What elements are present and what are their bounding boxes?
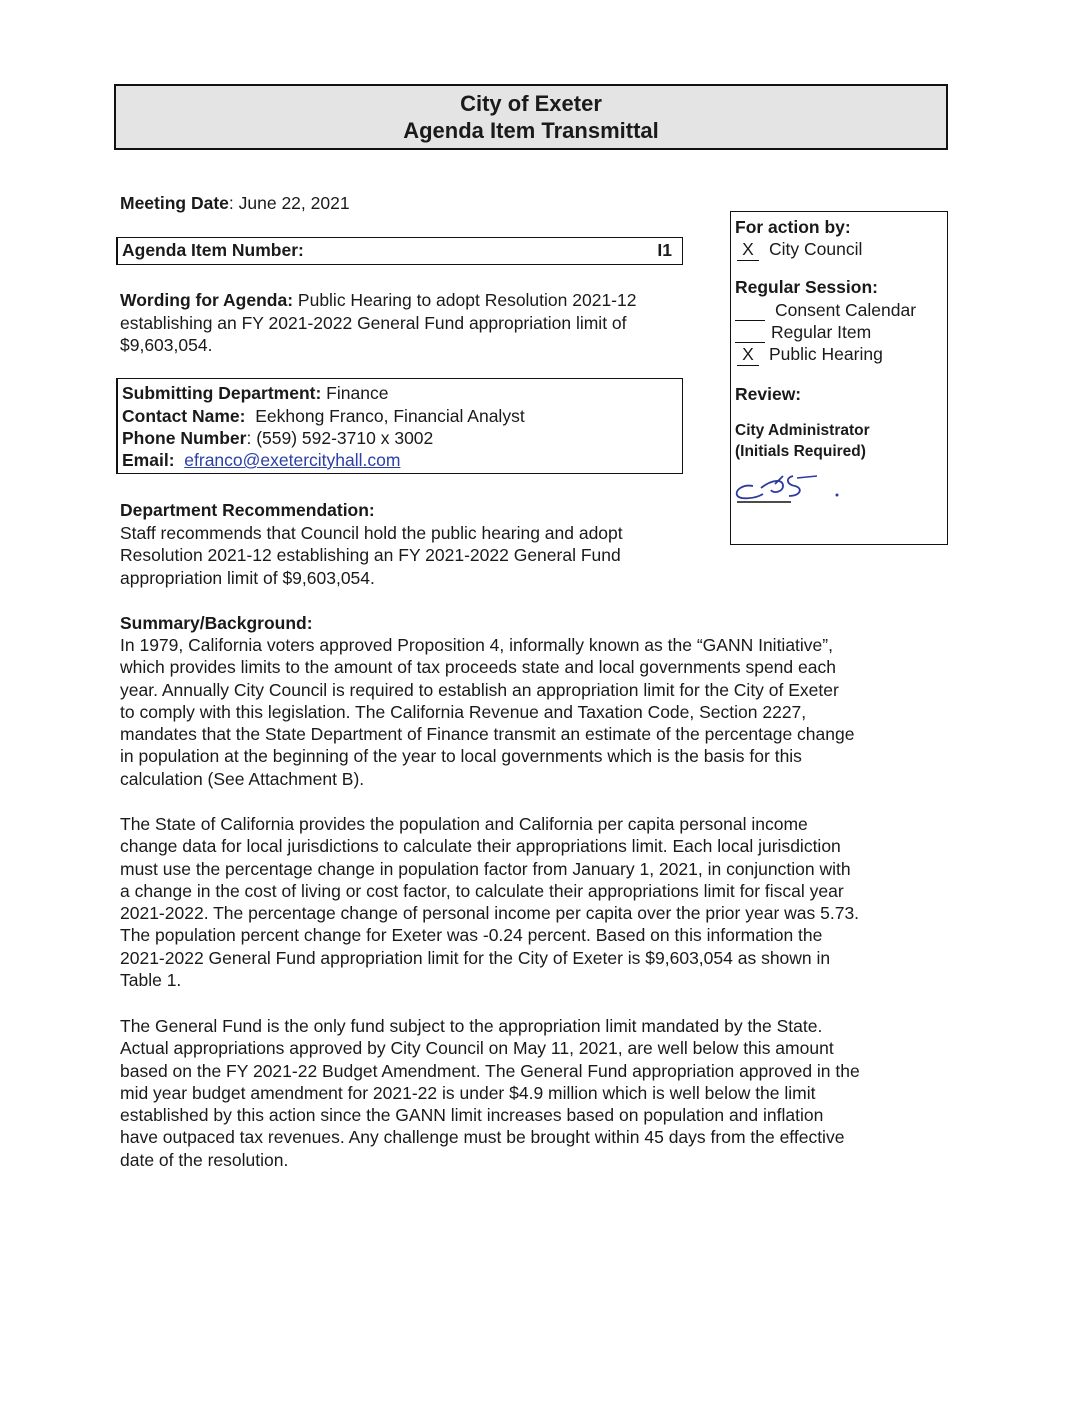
agenda-item-label: Agenda Item Number: <box>122 240 304 260</box>
email-label: Email: <box>122 450 175 470</box>
text-line: based on the FY 2021-22 Budget Amendment. The General Fund appropriation approved in the <box>120 1060 860 1081</box>
document-title: Agenda Item Transmittal <box>403 118 659 143</box>
for-action-label: For action by: <box>735 217 851 237</box>
consent-calendar-label: Consent Calendar <box>775 300 917 320</box>
text-line: calculation (See Attachment B). <box>120 768 365 789</box>
submitting-department-box <box>116 378 683 474</box>
text-line: must use the percentage change in population factor from January 1, 2021, in conjunction with <box>120 858 851 879</box>
city-council-row <box>737 238 862 261</box>
dept-value: Finance <box>321 383 389 403</box>
text-line: have outpaced tax revenues. Any challenge must be brought within 45 days from the effective <box>120 1127 845 1148</box>
city-council-checkmark: X <box>737 238 759 261</box>
recommendation-line: Staff recommends that Council hold the public hearing and adopt <box>120 522 623 543</box>
text-line: to comply with this legislation. The California Revenue and Taxation Code, Section 2227, <box>120 701 807 722</box>
text-line: The General Fund is the only fund subject to the appropriation limit mandated by the State. <box>120 1016 823 1036</box>
recommendation-line: appropriation limit of $9,603,054. <box>120 567 375 588</box>
contact-value: Eekhong Franco, Financial Analyst <box>245 406 525 426</box>
agenda-item-number-box <box>116 237 683 265</box>
recommendation-heading: Department Recommendation: <box>120 500 375 520</box>
summary-heading: Summary/Background: <box>120 613 313 633</box>
consent-calendar-blank <box>735 304 765 321</box>
text-line: year. Annually City Council is required to establish an appropriation limit for the City of Exeter <box>120 679 839 700</box>
text-line: a change in the cost of living or cost factor, to calculate their appropriations limit for fiscal year <box>120 880 844 901</box>
meeting-date-value: : June 22, 2021 <box>228 193 350 213</box>
header-banner <box>114 84 948 150</box>
city-administrator-label: City Administrator <box>735 422 870 439</box>
text-line: in population at the beginning of the year to local governments which is the basis for this <box>120 746 802 767</box>
regular-session-label: Regular Session: <box>735 277 878 297</box>
city-title: City of Exeter <box>460 91 602 116</box>
agenda-item-value: I1 <box>657 240 672 260</box>
text-line: mid year budget amendment for 2021-22 is under $4.9 million which is well below the limit <box>120 1082 816 1103</box>
agenda-wording <box>120 289 720 357</box>
text-line: In 1979, California voters approved Proposition 4, informally known as the “GANN Initiative”, <box>120 635 833 655</box>
contact-label: Contact Name: <box>122 406 246 426</box>
public-hearing-row <box>737 343 883 366</box>
recommendation-line: Resolution 2021-12 establishing an FY 2021-2022 General Fund <box>120 545 621 565</box>
public-hearing-label: Public Hearing <box>769 344 883 364</box>
meeting-date-label: Meeting Date <box>120 193 229 213</box>
text-line: Table 1. <box>120 970 182 991</box>
text-line: The State of California provides the population and California per capita personal income <box>120 814 808 834</box>
text-line: change data for local jurisdictions to calculate their appropriations limit. Each local jurisdiction <box>120 836 841 857</box>
text-line: date of the resolution. <box>120 1149 289 1170</box>
email-link[interactable]: efranco@exetercityhall.com <box>184 450 401 470</box>
consent-calendar-row <box>735 299 916 321</box>
phone-value: : (559) 592-3710 x 3002 <box>246 428 434 448</box>
department-recommendation <box>120 499 720 589</box>
summary-paragraph-3 <box>120 1015 950 1171</box>
phone-label: Phone Number <box>122 428 247 448</box>
summary-paragraph-1 <box>120 634 950 790</box>
meeting-date <box>120 192 350 215</box>
text-line: 2021-2022 General Fund appropriation limit for the City of Exeter is $9,603,054 as shown in <box>120 947 831 968</box>
text-line: mandates that the State Department of Finance transmit an estimate of the percentage change <box>120 724 855 745</box>
text-line: 2021-2022. The percentage change of personal income per capita over the prior year was 5.73. <box>120 903 860 924</box>
city-council-label: City Council <box>769 239 863 259</box>
regular-item-blank <box>735 326 765 343</box>
wording-label: Wording for Agenda: <box>120 290 294 310</box>
dept-label: Submitting Department: <box>122 383 322 403</box>
public-hearing-checkmark: X <box>737 343 759 366</box>
text-line: The population percent change for Exeter was -0.24 percent. Based on this information the <box>120 925 823 946</box>
regular-item-row <box>735 321 871 343</box>
text-line: which provides limits to the amount of tax proceeds state and local governments spend each <box>120 657 836 678</box>
text-line: established by this action since the GANN limit increases based on population and inflation <box>120 1105 824 1126</box>
wording-line-1: Public Hearing to adopt Resolution 2021-12 <box>293 290 637 310</box>
text-line: Actual appropriations approved by City Council on May 11, 2021, are well below this amount <box>120 1038 834 1059</box>
action-box <box>730 211 948 545</box>
summary-paragraph-2 <box>120 813 950 991</box>
review-label: Review: <box>735 384 802 404</box>
initials-required-label: (Initials Required) <box>735 443 866 460</box>
wording-line-3: $9,603,054. <box>120 335 213 355</box>
initials-signature <box>731 470 861 510</box>
wording-line-2: establishing an FY 2021-2022 General Fund appropriation limit of <box>120 312 627 333</box>
regular-item-label: Regular Item <box>771 322 872 342</box>
